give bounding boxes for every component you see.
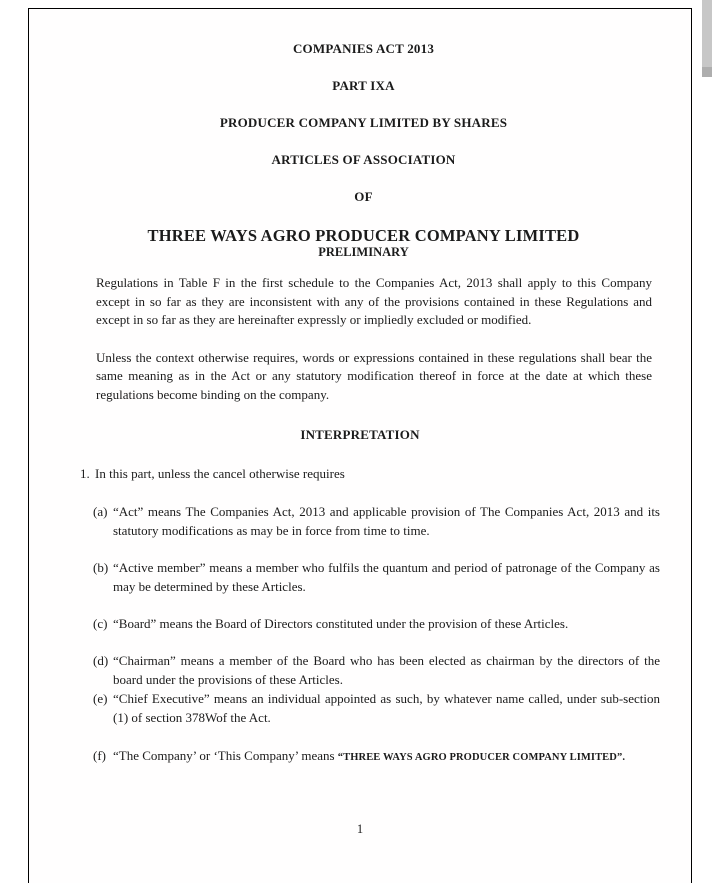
title-block [29, 42, 691, 259]
scrollbar-thumb-end [702, 67, 712, 77]
page-number: 1 [356, 821, 364, 836]
definition-text: “Active member” means a member who fulfils the quantum and period of patronage of the Company as may be determined by these Articles. [113, 559, 660, 594]
definition-label: (a) [93, 503, 108, 519]
definition-item-b [29, 558, 660, 596]
definition-item-f [29, 746, 660, 767]
doc-act-title: COMPANIES ACT 2013 [292, 41, 435, 56]
definition-label: (f) [93, 747, 106, 763]
doc-part-title: PART IXA [332, 78, 395, 93]
preliminary-heading: PRELIMINARY [318, 245, 409, 259]
interpretation-heading: INTERPRETATION [300, 427, 420, 442]
clause-text: In this part, unless the cancel otherwise requires [95, 466, 345, 481]
definition-item-c [29, 614, 660, 633]
definition-label: (c) [93, 615, 108, 631]
doc-articles-title: ARTICLES OF ASSOCIATION [271, 152, 456, 167]
definition-text: “Chief Executive” means an individual appointed as such, by whatever name called, under sub-section (1) of section 378Wof the Act. [113, 690, 660, 725]
clause-number: 1. [80, 466, 90, 481]
definition-label: (b) [93, 559, 109, 575]
paragraph-definitions-scope: Unless the context otherwise requires, words or expressions contained in these regulations shall bear the same meaning as in the Act or any statutory modification thereof in force at the date at which these regulations become binding on the company. [96, 349, 652, 402]
definition-text: “Act” means The Companies Act, 2013 and applicable provision of The Companies Act, 2013 and its statutory modifications as may be in force from time to time. [113, 503, 660, 538]
definition-label: (d) [93, 652, 109, 668]
scrollbar-thumb[interactable] [702, 0, 712, 77]
doc-company-type-title: PRODUCER COMPANY LIMITED BY SHARES [219, 115, 508, 130]
definition-item-a [29, 502, 660, 540]
definition-company-name-bold: “THREE WAYS AGRO PRODUCER COMPANY LIMITED”. [337, 751, 626, 763]
clause-item [80, 465, 652, 484]
definition-item-d [29, 651, 660, 689]
document-page [28, 8, 692, 883]
definition-text: “The Company’ or ‘This Company’ means [113, 747, 338, 763]
definition-item-e [29, 689, 660, 727]
definition-label: (e) [93, 690, 108, 706]
company-name-title: THREE WAYS AGRO PRODUCER COMPANY LIMITED [147, 226, 580, 245]
scrollbar-track[interactable] [702, 0, 720, 883]
paragraph-regulations: Regulations in Table F in the first schedule to the Companies Act, 2013 shall apply to this Company except in so far as they are inconsistent with any of the provisions contained in these Regulations and except in so far as they are hereinafter expressly or impliedly excluded or modified. [96, 275, 652, 327]
doc-of-label: OF [354, 189, 373, 204]
definition-text: “Chairman” means a member of the Board who has been elected as chairman by the directors of the board under the provisions of these Articles. [113, 652, 660, 687]
definition-text: “Board” means the Board of Directors constituted under the provision of these Articles. [113, 615, 569, 631]
